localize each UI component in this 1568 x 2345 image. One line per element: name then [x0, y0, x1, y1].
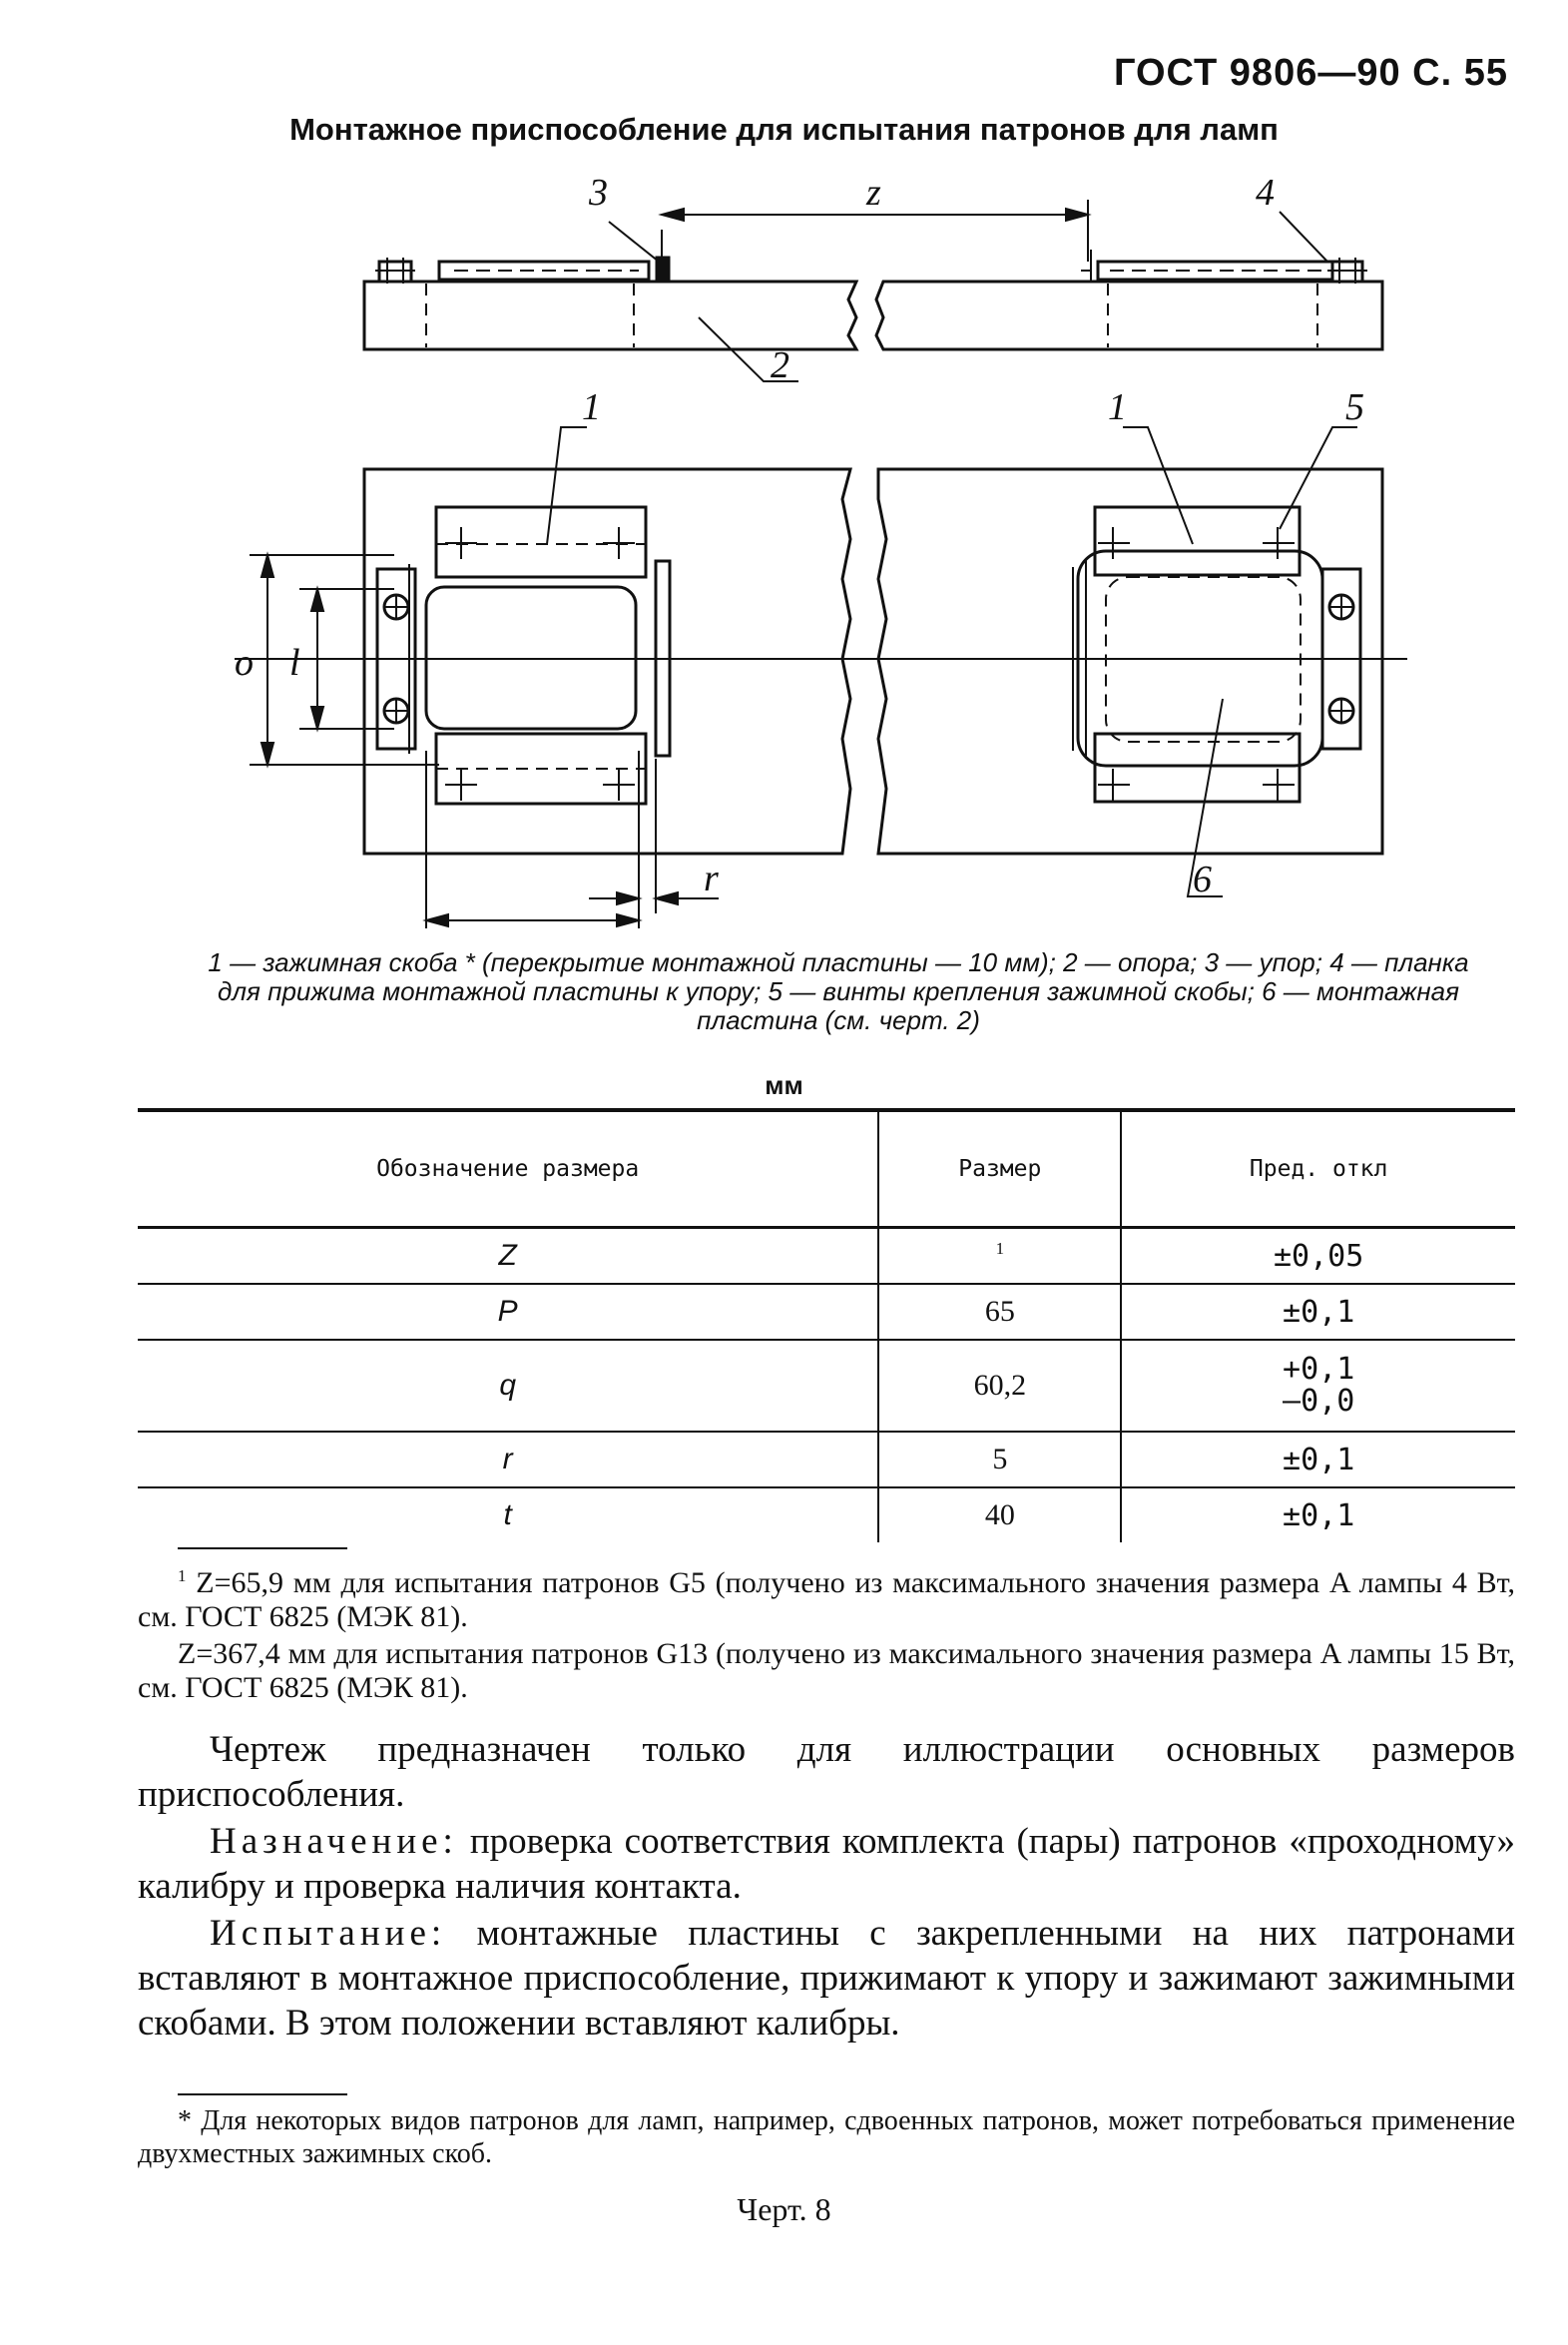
- cell-symbol: Z: [138, 1228, 878, 1285]
- label-5: 5: [1345, 386, 1364, 428]
- test-label: Испытание:: [210, 1913, 447, 1954]
- cell-symbol: q: [138, 1340, 878, 1432]
- cell-size: [878, 1228, 1121, 1285]
- cell-size: 5: [878, 1432, 1121, 1487]
- footnote-ref: 1: [995, 1239, 1005, 1258]
- figure-number: Черт. 8: [737, 2191, 831, 2227]
- table-row: [138, 1284, 1515, 1340]
- plan-left: [364, 469, 850, 854]
- paragraph-test: Испытание: монтажные пластины с закрепленными на них патронами вставляют в монтажное приспособление, прижимают к упору и зажимают зажимными скобами. В этом положении вставляют калибры.: [138, 1913, 1516, 2044]
- footnote-1a: $^1$ Z=65,9 мм для испытания патронов G5 (получено из максимального значения размера A лампы 4 Вт, см. ГОСТ 6825 (МЭК 81).: [138, 1566, 1515, 1633]
- footnote-divider-2: [178, 2093, 347, 2095]
- cell-size: 40: [878, 1487, 1121, 1542]
- side-view: [364, 250, 1382, 349]
- footnote-marker: 1: [178, 1566, 187, 1585]
- header-tolerance: Пред. откл: [1121, 1110, 1515, 1228]
- cell-tolerance: ±0,1: [1121, 1487, 1515, 1542]
- header-size: Размер: [878, 1110, 1121, 1228]
- cell-symbol: r: [138, 1432, 878, 1487]
- cell-size: 65: [878, 1284, 1121, 1340]
- label-1-right: 1: [1108, 386, 1127, 428]
- figure-caption: 1 — зажимная скоба * (перекрытие монтажной пластины — 10 мм); 2 — опора; 3 — упор; 4 — планка для прижима монтажной пластины к упору; 5 — винты крепления зажимной скобы; 6 — монтажная пластина (см. черт. 2): [208, 947, 1469, 1035]
- label-6: 6: [1193, 859, 1212, 900]
- label-3: 3: [589, 172, 608, 214]
- dimension-t-r: [426, 751, 719, 928]
- label-1-left: 1: [582, 386, 601, 428]
- footnote-1b: Z=367,4 мм для испытания патронов G13 (получено из максимального значения размера A лампы 15 Вт, см. ГОСТ 6825 (МЭК 81).: [138, 1637, 1515, 1704]
- cell-symbol: t: [503, 1498, 512, 1531]
- label-4: 4: [1256, 172, 1275, 214]
- paragraph-purpose: Назначение: проверка соответствия комплекта (пары) патронов «проходному» калибру и проверка наличия контакта.: [138, 1821, 1515, 1907]
- cell-tolerance: ±0,1: [1121, 1284, 1515, 1340]
- plan-right: [878, 469, 1382, 854]
- tolerance-lower: —0,0: [1283, 1384, 1355, 1419]
- label-r: r: [704, 858, 719, 899]
- table-row: [138, 1228, 1515, 1285]
- tolerance-upper: +0,1: [1283, 1352, 1355, 1387]
- cell-symbol: P: [138, 1284, 878, 1340]
- label-2: 2: [771, 344, 789, 386]
- label-z: z: [866, 172, 881, 214]
- cell-tolerance: ±0,1: [1121, 1432, 1515, 1487]
- footnote-star: * Для некоторых видов патронов для ламп, например, сдвоенных патронов, может потребоваться применение двухместных зажимных скоб.: [138, 2105, 1515, 2169]
- header-designation: Обозначение размера: [138, 1110, 878, 1228]
- dimensions-table: [138, 1108, 1515, 1542]
- page-header: ГОСТ 9806—90 С. 55: [1113, 52, 1508, 94]
- purpose-label: Назначение:: [210, 1821, 458, 1862]
- table-row: [138, 1432, 1515, 1487]
- label-o: o: [235, 642, 254, 684]
- fixture-drawing: [0, 160, 1568, 948]
- figure-title: Монтажное приспособление для испытания патронов для ламп: [289, 112, 1279, 147]
- cell-tolerance: ±0,05: [1121, 1228, 1515, 1285]
- footnote-divider: [178, 1547, 347, 1549]
- cell-size: 60,2: [878, 1340, 1121, 1432]
- table-row: [138, 1487, 1515, 1542]
- paragraph-purpose-note: Чертеж предназначен только для иллюстрации основных размеров приспособления.: [138, 1729, 1515, 1815]
- cell-tolerance: [1121, 1340, 1515, 1432]
- units-label: мм: [765, 1070, 803, 1100]
- table-row: [138, 1340, 1515, 1432]
- label-l: l: [289, 642, 300, 684]
